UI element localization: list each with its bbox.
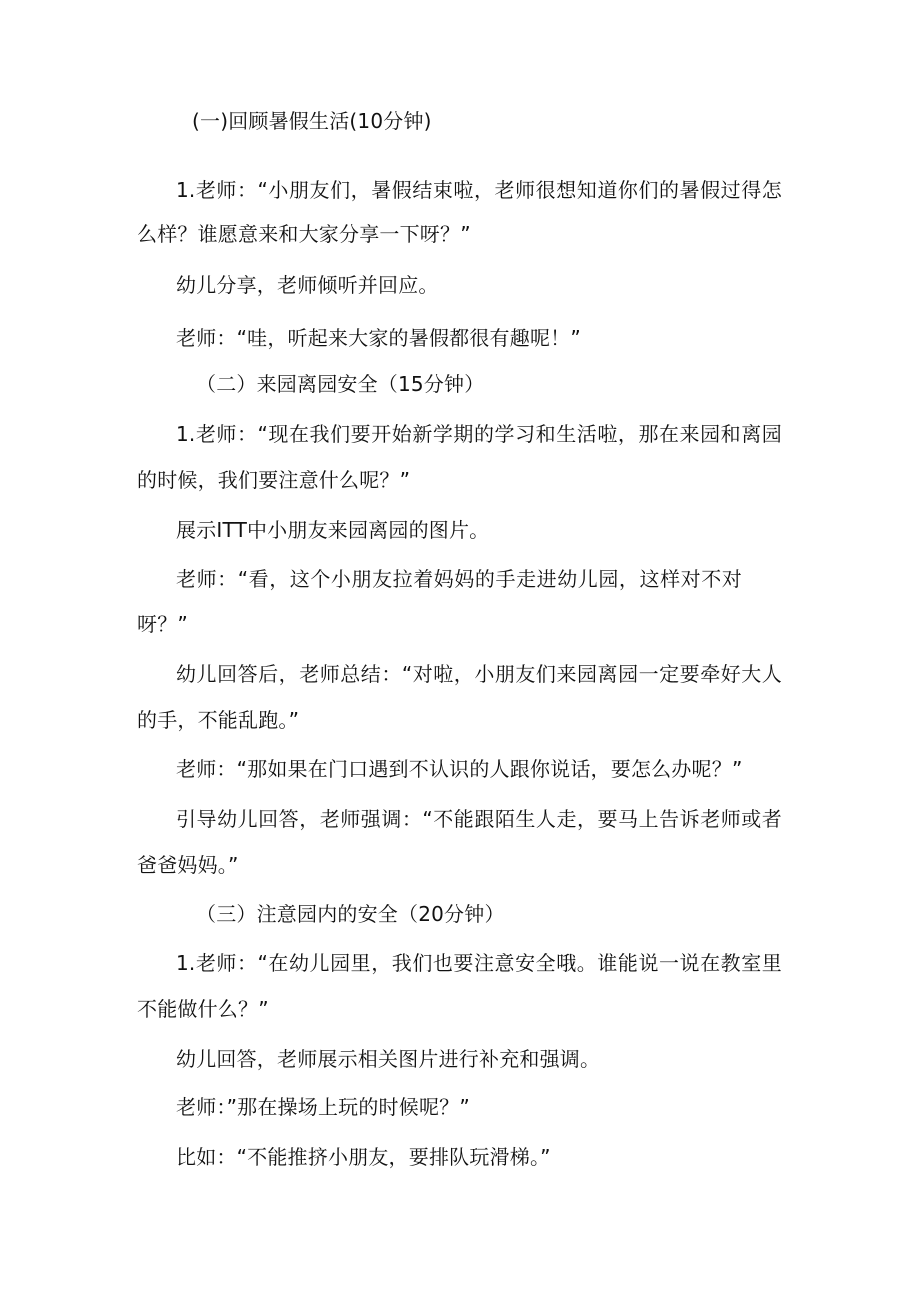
paragraph-line: 爸爸妈妈。”: [137, 853, 239, 877]
paragraph-line: 不能做什么？”: [137, 997, 269, 1021]
paragraph-line: 么样？谁愿意来和大家分享一下呀？”: [137, 222, 471, 246]
paragraph-line: 1.老师：“现在我们要开始新学期的学习和生活啦，那在来园和离园: [176, 422, 782, 446]
paragraph-line: 的手，不能乱跑。”: [137, 708, 300, 732]
section-heading-2: （二）来园离园安全（15分钟）: [196, 372, 485, 396]
paragraph-line: 的时候，我们要注意什么呢？”: [137, 468, 411, 492]
paragraph-line: 1.老师：“小朋友们，暑假结束啦，老师很想知道你们的暑假过得怎: [176, 178, 782, 202]
section-heading-3: （三）注意园内的安全（20分钟）: [196, 902, 505, 926]
paragraph-line: 1.老师：“在幼儿园里，我们也要注意安全哦。谁能说一说在教室里: [176, 951, 782, 975]
section-heading-1: (一)回顾暑假生活(10分钟): [192, 109, 432, 133]
paragraph-line: 展示ITT中小朋友来园离园的图片。: [176, 518, 490, 542]
paragraph-line: 幼儿回答，老师展示相关图片进行补充和强调。: [176, 1047, 601, 1071]
paragraph-line: 老师：“那如果在门口遇到不认识的人跟你说话，要怎么办呢？”: [176, 757, 743, 781]
paragraph-line: 老师：“哇，听起来大家的暑假都很有趣呢！”: [176, 326, 581, 350]
paragraph-line: 引导幼儿回答，老师强调：“不能跟陌生人走，要马上告诉老师或者: [176, 807, 782, 831]
paragraph-line: 比如：“不能推挤小朋友，要排队玩滑梯。”: [176, 1145, 551, 1169]
paragraph-line: 呀？”: [137, 612, 188, 636]
paragraph-line: 老师：”那在操场上玩的时候呢？”: [176, 1095, 470, 1119]
paragraph-line: 幼儿分享，老师倾听并回应。: [176, 273, 439, 297]
paragraph-line: 老师：“看，这个小朋友拉着妈妈的手走进幼儿园，这样对不对: [176, 567, 742, 591]
paragraph-line: 幼儿回答后，老师总结：“对啦，小朋友们来园离园一定要牵好大人: [176, 662, 782, 686]
